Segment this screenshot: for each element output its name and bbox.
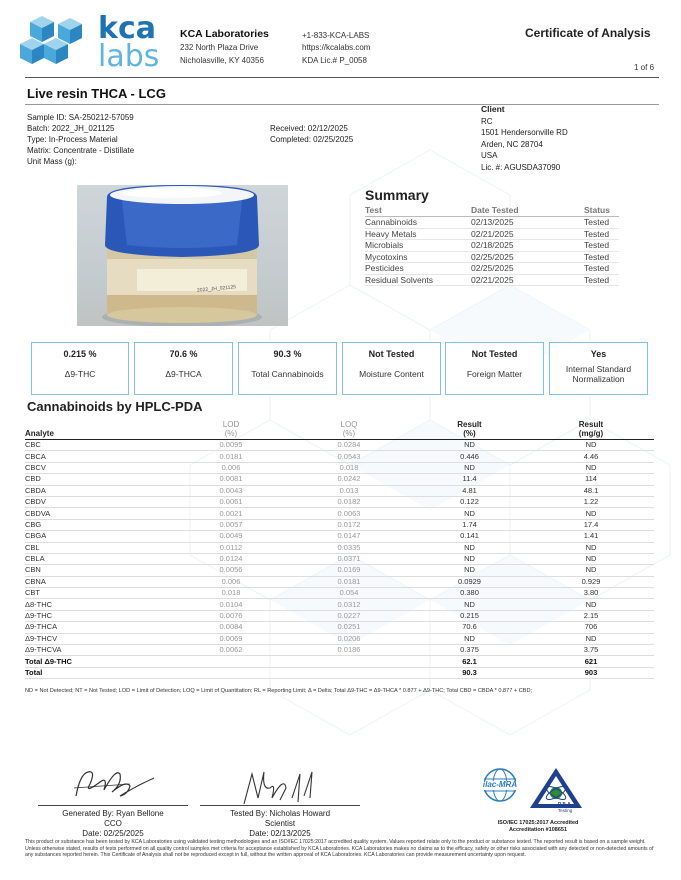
lod-cell: 0.0081 [175,474,287,485]
lod-cell: 0.0124 [175,553,287,564]
lod-cell: 0.0021 [175,508,287,519]
table-row [25,565,654,576]
table-row [25,496,654,507]
result-pct-cell: ND [411,565,528,576]
tile-label: Δ9-THC [64,369,96,379]
result-pct-cell: 0.122 [411,496,528,507]
col-result-pct [411,420,528,440]
summary-test: Mycotoxins [365,251,471,263]
analyte-cell: CBCA [25,451,175,462]
analyte-cell: Δ9-THCA [25,622,175,633]
loq-cell: 0.0206 [287,633,411,644]
lod-cell: 0.0069 [175,633,287,644]
pjla-sub: Testing [558,808,573,813]
lod-cell: 0.0076 [175,610,287,621]
result-pct-cell: 0.375 [411,645,528,656]
loq-cell: 0.0186 [287,645,411,656]
analyte-cell: CBNA [25,576,175,587]
company-phone: +1-833-KCA-LABS [302,31,370,40]
client-name: RC [481,116,493,126]
summary-status: Tested [584,263,619,275]
generated-date: Date: 02/25/2025 [82,829,144,838]
empty-cell [287,667,411,678]
tile-internal-standard [549,342,648,395]
result-pct-cell: 11.4 [411,474,528,485]
summary-header-status: Status [584,205,619,217]
table-row [25,645,654,656]
lod-cell: 0.006 [175,462,287,473]
loq-cell: 0.0172 [287,519,411,530]
loq-cell: 0.0169 [287,565,411,576]
completed-date: Completed: 02/25/2025 [270,135,354,144]
tile-label: Internal Standard Normalization [565,364,632,384]
summary-status: Tested [584,240,619,252]
page-number: 1 of 6 [634,63,655,72]
table-row [25,485,654,496]
summary-row [365,263,619,275]
tile-value: Not Tested [368,349,415,359]
result-mg-cell: ND [528,553,654,564]
signature-ryan-bellone [70,764,160,804]
tile-label: Δ9-THCA [165,369,202,379]
tested-date: Date: 02/13/2025 [249,829,311,838]
summary-date: 02/13/2025 [471,217,584,229]
tested-by: Tested By: Nicholas Howard [229,809,331,818]
pjla-logo [528,766,584,818]
loq-cell: 0.0335 [287,542,411,553]
header-divider [25,77,659,78]
result-pct-cell: 0.141 [411,531,528,542]
result-pct-cell: ND [411,508,528,519]
summary-row [365,251,619,263]
company-website[interactable]: https://kcalabs.com [302,43,371,52]
loq-cell: 0.013 [287,485,411,496]
tile-label: Total Cannabinoids [251,369,324,379]
col-loq-label: LOQ [340,420,358,429]
summary-status: Tested [584,274,619,286]
lod-cell: 0.0181 [175,451,287,462]
analyte-cell: CBT [25,588,175,599]
result-mg-cell: 1.41 [528,531,654,542]
pjla-triangle-icon [528,766,584,810]
summary-title: Summary [365,187,429,203]
table-row [25,553,654,564]
analyte-cell: Δ9-THC [25,610,175,621]
tile-total-cannabinoids [238,342,337,395]
client-heading: Client [481,104,505,114]
client-license: Lic. #: AGUSDA37090 [481,162,561,172]
col-loq [287,420,411,440]
col-lod-unit: (%) [224,429,238,438]
table-row [25,474,654,485]
loq-cell: 0.0312 [287,599,411,610]
result-mg-cell: 114 [528,474,654,485]
loq-cell: 0.0371 [287,553,411,564]
result-pct-cell: ND [411,599,528,610]
product-photo [77,185,288,326]
col-analyte-label: Analyte [25,429,54,438]
loq-cell: 0.0063 [287,508,411,519]
result-mg-cell: ND [528,633,654,644]
company-name: KCA Laboratories [180,28,269,40]
result-pct-cell: ND [411,542,528,553]
lod-cell: 0.0104 [175,599,287,610]
summary-test: Cannabinoids [365,217,471,229]
lod-cell: 0.0112 [175,542,287,553]
signature-block-1 [28,809,198,839]
summary-status: Tested [584,251,619,263]
result-pct-cell: ND [411,633,528,644]
table-row [25,440,654,451]
result-pct-cell: 0.0929 [411,576,528,587]
received-date: Received: 02/12/2025 [270,124,348,133]
analyte-cell: Δ9-THCVA [25,645,175,656]
analyte-cell: CBDV [25,496,175,507]
company-logo [18,11,168,74]
tile-value: Yes [590,349,607,359]
result-mg-cell: ND [528,565,654,576]
table-row [25,531,654,542]
company-license: KDA Lic.# P_0058 [302,56,367,65]
total-pct-cell: 62.1 [411,656,528,667]
empty-cell [175,667,287,678]
table-row [25,588,654,599]
analyte-cell: CBDVA [25,508,175,519]
analyte-cell: CBG [25,519,175,530]
signature-block-2 [195,809,365,839]
analyte-cell: CBL [25,542,175,553]
total-row [25,656,654,667]
summary-test: Heavy Metals [365,228,471,240]
logo-text-labs: labs [98,39,160,74]
tile-value: 90.3 % [273,349,302,359]
lod-cell: 0.0062 [175,645,287,656]
result-mg-cell: 4.46 [528,451,654,462]
loq-cell: 0.0543 [287,451,411,462]
result-pct-cell: ND [411,462,528,473]
total-analyte-cell: Total Δ9-THC [25,656,175,667]
analyte-cell: CBN [25,565,175,576]
tile-d9-thc [31,342,129,395]
sample-type: Type: In-Process Material [27,135,118,144]
summary-header-test: Test [365,205,471,217]
summary-row [365,240,619,252]
table-row [25,633,654,644]
lod-cell: 0.0057 [175,519,287,530]
col-analyte [25,420,175,440]
lod-cell: 0.0043 [175,485,287,496]
ilac-mra-logo [476,767,524,817]
loq-cell: 0.0227 [287,610,411,621]
unit-mass: Unit Mass (g): [27,157,77,166]
col-lod [175,420,287,440]
summary-date: 02/21/2025 [471,274,584,286]
company-address-1: 232 North Plaza Drive [180,43,259,52]
total-mg-cell: 621 [528,656,654,667]
analyte-cell: CBLA [25,553,175,564]
jar-label-text: 2022_JH_021125 [196,284,237,294]
sample-id: Sample ID: SA-250212-57059 [27,113,134,122]
result-mg-cell: 706 [528,622,654,633]
empty-cell [175,656,287,667]
analyte-cell: Δ8-THC [25,599,175,610]
col-loq-unit: (%) [342,429,356,438]
signature-line-2 [200,805,360,806]
loq-cell: 0.018 [287,462,411,473]
result-pct-cell: ND [411,553,528,564]
product-title: Live resin THCA - LCG [27,86,166,101]
batch: Batch: 2022_JH_021125 [27,124,115,133]
result-mg-cell: 1.22 [528,496,654,507]
iso-accreditation [483,820,593,834]
result-mg-cell: 2.15 [528,610,654,621]
col-result-pct-unit: (%) [463,429,476,438]
table-row [25,519,654,530]
table-row [25,576,654,587]
tile-value: 0.215 % [63,349,97,359]
total-mg-cell: 903 [528,667,654,678]
result-mg-cell: ND [528,508,654,519]
analyte-cell: CBD [25,474,175,485]
summary-header-date: Date Tested [471,205,584,217]
table-row [25,451,654,462]
loq-cell: 0.0147 [287,531,411,542]
col-lod-label: LOD [222,420,240,429]
result-pct-cell: 0.446 [411,451,528,462]
client-city: Arden, NC 28704 [481,139,543,149]
result-pct-cell: 0.215 [411,610,528,621]
col-result-pct-label: Result [457,420,482,429]
lod-cell: 0.0084 [175,622,287,633]
loq-cell: 0.0284 [287,440,411,451]
total-analyte-cell: Total [25,667,175,678]
tile-value: 70.6 % [169,349,198,359]
tile-foreign-matter [445,342,544,395]
cannabinoids-table [25,420,654,679]
result-mg-cell: ND [528,542,654,553]
generated-by: Generated By: Ryan Bellone [62,809,164,818]
lod-cell: 0.006 [175,576,287,587]
result-pct-cell: 0.380 [411,588,528,599]
result-pct-cell: 1.74 [411,519,528,530]
summary-row [365,228,619,240]
summary-row [365,274,619,286]
lod-cell: 0.0056 [175,565,287,576]
summary-status: Tested [584,217,619,229]
tile-moisture [342,342,441,395]
tile-label: Moisture Content [359,369,424,379]
analyte-cell: Δ9-THCV [25,633,175,644]
lod-cell: 0.0049 [175,531,287,542]
result-mg-cell: ND [528,462,654,473]
tile-value: Not Tested [471,349,518,359]
table-footnote: ND = Not Detected; NT = Not Tested; LOD = Limit of Detection; LOQ = Limit of Quantitation; RL = Reporting Limit; Δ = Delta; Total Δ9-THC = Δ9-THCA * 0.877 + Δ9-THC; Total CBD = CBDA * 0.877 + CBD; [25,688,533,694]
col-result-mg [528,420,654,440]
client-country: USA [481,151,498,160]
result-mg-cell: ND [528,599,654,610]
empty-cell [287,656,411,667]
loq-cell: 0.0181 [287,576,411,587]
tested-role: Scientist [264,819,296,828]
lod-cell: 0.018 [175,588,287,599]
loq-cell: 0.0251 [287,622,411,633]
ilac-text: ilac-MRA [482,780,518,789]
loq-cell: 0.054 [287,588,411,599]
signature-line-1 [38,805,188,806]
pjla-text: PJLA [558,802,571,808]
result-pct-cell: 4.81 [411,485,528,496]
result-pct-cell: 70.6 [411,622,528,633]
result-mg-cell: 17.4 [528,519,654,530]
table-row [25,599,654,610]
jar-image [77,185,288,326]
matrix: Matrix: Concentrate - Distillate [27,146,135,155]
result-mg-cell: ND [528,440,654,451]
result-mg-cell: 3.75 [528,645,654,656]
summary-test: Pesticides [365,263,471,275]
document-title: Certificate of Analysis [525,26,651,40]
summary-row [365,217,619,229]
summary-date: 02/25/2025 [471,263,584,275]
summary-table [365,205,619,286]
lod-cell: 0.0061 [175,496,287,507]
summary-date: 02/21/2025 [471,228,584,240]
table-row [25,462,654,473]
col-result-mg-unit: (mg/g) [578,429,604,438]
summary-status: Tested [584,228,619,240]
table-row [25,542,654,553]
loq-cell: 0.0182 [287,496,411,507]
analyte-cell: CBGA [25,531,175,542]
tile-d9-thca [134,342,233,395]
logo-cubes-icon [18,16,96,72]
table-row [25,622,654,633]
disclaimer: This product or substance has been tested by KCA Laboratories using validated testing methodologies and an ISO/IEC 17025:2017 accredited quality system. Values reported relate only to the product or substance tested. The reported result is based on a sample weight. Unless otherwise stated, results of tests performed on all quality control samples met criteria for acceptance established by KCA Laboratories. KCA Laboratories makes no claims as to the efficacy, safety or other risks associated with any detected or non-detected amounts of any substances reported herein. This Certificate of Analysis shall not be reproduced except in full, without the written approval of KCA Laboratories. KCA Laboratories can provide measurement uncertainty upon request. [25,839,654,859]
client-block [481,104,568,173]
table-row [25,610,654,621]
result-mg-cell: 3.80 [528,588,654,599]
result-mg-cell: 0.929 [528,576,654,587]
result-pct-cell: ND [411,440,528,451]
lod-cell: 0.0095 [175,440,287,451]
summary-test: Microbials [365,240,471,252]
generated-role: CCO [104,819,122,828]
company-address-2: Nicholasville, KY 40356 [180,56,264,65]
logo-text-kca: kca [98,11,156,46]
tile-label: Foreign Matter [466,369,523,379]
result-mg-cell: 48.1 [528,485,654,496]
signature-nicholas-howard [240,768,320,808]
accreditation-number: Accreditation #108651 [508,827,568,833]
total-pct-cell: 90.3 [411,667,528,678]
col-result-mg-label: Result [578,420,604,429]
table-row [25,508,654,519]
analyte-cell: CBDA [25,485,175,496]
analyte-cell: CBCV [25,462,175,473]
total-row [25,667,654,678]
cannabinoids-title: Cannabinoids by HPLC-PDA [27,399,203,414]
summary-test: Residual Solvents [365,274,471,286]
client-street: 1501 Hendersonville RD [481,128,568,137]
analyte-cell: CBC [25,440,175,451]
summary-date: 02/25/2025 [471,251,584,263]
summary-date: 02/18/2025 [471,240,584,252]
iso-text: ISO/IEC 17025:2017 Accredited [497,820,579,826]
loq-cell: 0.0242 [287,474,411,485]
